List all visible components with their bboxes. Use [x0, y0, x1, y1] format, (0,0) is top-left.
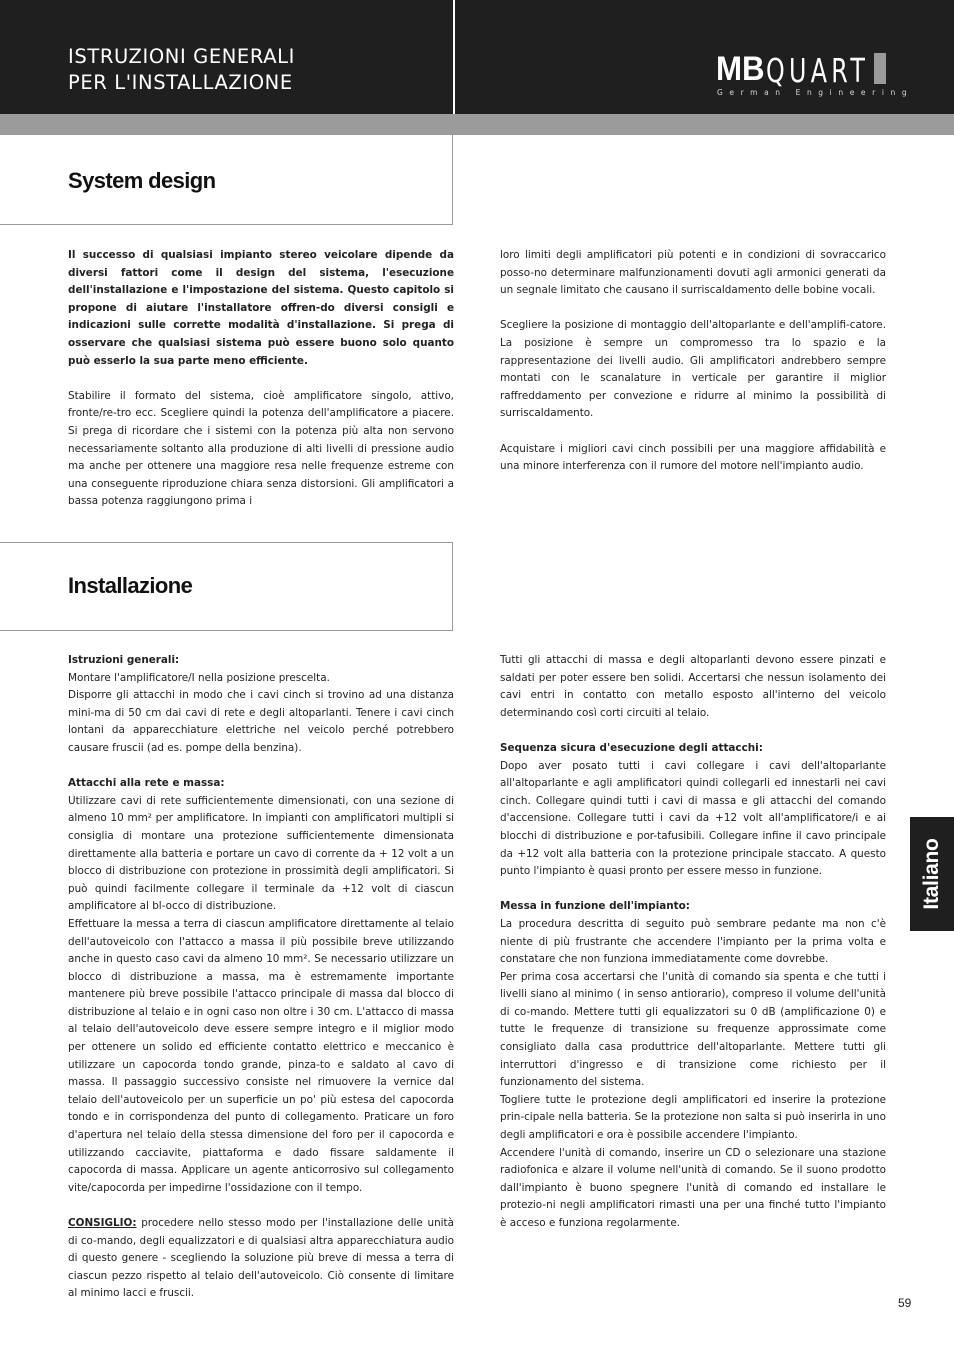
- section-title-installazione: Installazione: [68, 573, 193, 598]
- paragraph: Per prima cosa accertarsi che l'unità di comando sia spenta e che tutti i livelli siano al minimo ( in senso antiorario), compreso il volume dell'unità di co-mando. Mettere tutti gli equalizzatori su 0 dB (amplificazione 0) e tutte le frequenze di transizione su frequenze approssimate come consigliato dalla casa produttrice dell'altoparlante. Mettere tutti gli interruttori d'ingresso e di transizione come richiesto per il funzionamento del sistema.: [500, 970, 886, 1089]
- tip-paragraph: [68, 1215, 454, 1303]
- language-tab-label: Italiano: [920, 838, 943, 910]
- paragraph: Effettuare la messa a terra di ciascun amplificatore direttamente al telaio dell'autoveicolo con l'attacco a massa il più possibile breve utilizzando anche in questo caso cavi da almeno 10 mm². Se necessario utilizzare un blocco di distribuzione a massa, ma è estremamente importante mantenere più breve possibile l'attacco principale di massa dal blocco di distribuzione al telaio e in ogni caso non oltre i 30 cm. L'attacco di massa al telaio dell'autoveicolo deve essere sempre integro e il miglior modo per ottenere un solido ed efficiente contatto elettrico e meccanico è utilizzare un capocorda tondo grande, pinza-to e saldato al cavo di massa. Il passaggio successivo consiste nel rimuovere la vernice dal telaio dell'autoveicolo per un superficie un po' più estesa del capocorda tondo e in corrispondenza del punto di collegamento. Praticare un foro d'apertura nel telaio della stessa dimensione del foro per il capocorda e utilizzando cacciavite, piattaforma e dado fissare saldamente il capocorda di massa. Applicare un agente anticorrosivo sul collegamento vite/capocorda per impedirne l'ossidazione con il tempo.: [68, 917, 454, 1194]
- page-number: 59: [898, 1296, 912, 1310]
- logo-block: [874, 53, 886, 84]
- tip-text: procedere nello stesso modo per l'installazione delle unità di co-mando, degli equalizzatori e di qualsiasi altra apparecchiatura audio di questo genere - scegliendo la soluzione più breve di messa a terra di ciascun pezzo rispetto al telaio dell'autoveicolo. Ciò consente di limitare al minimo lacci e fruscii.: [68, 1217, 454, 1300]
- tip-label: CONSIGLIO:: [68, 1217, 137, 1229]
- logo-mb: MB: [716, 50, 765, 88]
- paragraph: La procedura descritta di seguito può sembrare pedante ma non c'è niente di più frustrante che accendere l'impianto per la prima volta e constatare che non funziona immediatamente come dovrebbe.: [500, 917, 886, 966]
- subheading: Messa in funzione dell'impianto:: [500, 900, 690, 913]
- paragraph: Acquistare i migliori cavi cinch possibili per una maggiore affidabilità e una minore interferenza con il rumore del motore nell'impianto audio.: [500, 442, 886, 473]
- subheading: Istruzioni generali:: [68, 654, 180, 666]
- paragraph: Montare l'amplificatore/I nella posizione prescelta.: [68, 671, 330, 684]
- header-title: [68, 44, 295, 96]
- paragraph: Togliere tutte le protezione degli amplificatori ed inserire la protezione prin-cipale nella batteria. Se la protezione non salta si può inserirla in uno degli amplificatori e ora è possibile accendere l'impianto.: [500, 1093, 886, 1142]
- paragraph: loro limiti degli amplificatori più potenti e in condizioni di sovraccarico posso-no determinare malfunzionamenti dovuti agli armonici generati da un segnale limitato che causano il surriscaldamento delle bobine vocali.: [500, 249, 886, 297]
- paragraph: Disporre gli attacchi in modo che i cavi cinch si trovino ad una distanza mini-ma di 50 cm dai cavi di rete e degli altoparlanti. Tenere i cavi cinch lontani da apparecchiature elettriche nel veicolo perché potrebbero causare fruscii (ad es. pompe della benzina).: [68, 689, 454, 754]
- system-design-column-2: [500, 247, 886, 476]
- paragraph: Dopo aver posato tutti i cavi collegare i cavi dell'altoparlante all'altoparlante e agli amplificatori quindi collegarli ed innestarli nei cavi cinch. Collegare quindi tutti i cavi di massa e gli attacchi del comando d'accensione. Collegare tutti i cavi da +12 volt all'amplificatore/i e ai blocchi di distribuzione e por-tafusibili. Collegare infine il cavo principale da +12 volt alla batteria con la protezione principale staccato. A questo punto l'impianto è quasi pronto per essere messo in funzione.: [500, 759, 886, 878]
- header-title-line2: PER L'INSTALLAZIONE: [68, 71, 293, 94]
- subheading: Attacchi alla rete e massa:: [68, 777, 225, 790]
- intro-paragraph: Il successo di qualsiasi impianto stereo veicolare dipende da diversi fattori come il design del sistema, l'esecuzione dell'installazione e l'impostazione del sistema. Questo capitolo si propone di aiutare l'installatore offren-do diversi consigli e indicazioni sulle corrette modalità d'installazione. Si prega di osservare che qualsiasi sistema può essere buono solo quanto può esserlo la sua parte meno efficiente.: [68, 249, 454, 367]
- brand-logo: [716, 50, 914, 97]
- installazione-column-2: [500, 652, 886, 1233]
- header-left-panel: [0, 0, 453, 114]
- logo-tagline: German Engineering: [717, 88, 914, 97]
- paragraph: Utilizzare cavi di rete sufficientemente dimensionati, con una sezione di almeno 10 mm² per amplificatore. In impianti con amplificatori multipli si consiglia di montare una protezione sufficientemente dimensionata direttamente alla batteria e portare un cavo di corrente da + 12 volt a un blocco di distribuzione con protezione in prossimità degli amplificatori. Si può quindi facilmente collegare il terminale da +12 volt di ciascun amplificatore al bl-occo di distribuzione.: [68, 794, 454, 913]
- logo-quart: QUART: [766, 51, 870, 90]
- header-title-line1: ISTRUZIONI GENERALI: [68, 45, 295, 68]
- paragraph: Scegliere la posizione di montaggio dell'altoparlante e dell'amplifi-catore. La posizione è sempre un compromesso tra lo spazio e la rappresentazione dei livelli audio. Gli amplificatori andrebbero sempre montati con le scanalature in verticale per garantire il miglior raffreddamento per convezione e ridurre al minimo la possibilità di surriscaldamento.: [500, 319, 886, 420]
- section-title-system-design: System design: [68, 168, 216, 193]
- header-grey-bar: [0, 114, 954, 135]
- language-side-tab: [910, 817, 954, 931]
- paragraph: Stabilire il formato del sistema, cioè amplificatore singolo, attivo, fronte/re-tro ecc. Scegliere quindi la potenza dell'amplificatore a piacere. Si prega di ricordare che i sistemi con la potenza più alta non servono necessariamente soltanto alla produzione di alti livelli di pressione audio ma anche per ottenere una maggiore resa nelle frequenze estreme con una conseguente riproduzione chiara senza distorsioni. Gli amplificatori a bassa potenza raggiungono prima i: [68, 389, 454, 508]
- paragraph: Tutti gli attacchi di massa e degli altoparlanti devono essere pinzati e saldati per poter essere ben solidi. Accertarsi che nessun isolamento dei cavi entri in contatto con metallo esposto all'interno del veicolo determinando così corti circuiti al telaio.: [500, 654, 886, 719]
- paragraph: Accendere l'unità di comando, inserire un CD o selezionare una stazione radiofonica e alzare il volume nell'unità di comando. Se il suono prodotto dall'impianto è buono spegnere l'unità di comando ed installare le protezio-ni negli amplificatori rimasti una per una finché tutto l'impianto è acceso e funziona regolarmente.: [500, 1146, 886, 1229]
- installazione-column-1: [68, 652, 454, 1303]
- system-design-column-1: [68, 247, 454, 511]
- subheading: Sequenza sicura d'esecuzione degli attacchi:: [500, 741, 763, 754]
